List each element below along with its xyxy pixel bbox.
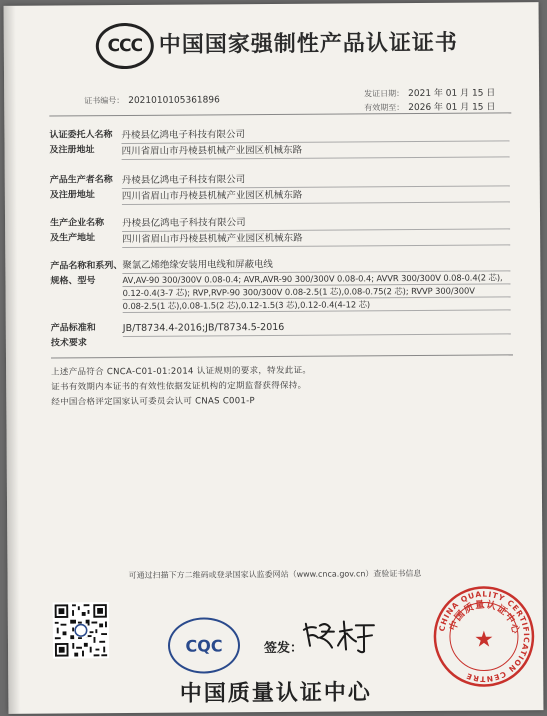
qr-code: [53, 602, 109, 658]
factory-name: 丹棱县亿鸿电子科技有限公司: [122, 213, 510, 232]
manufacturer-label: 产品生产者名称 及注册地址: [49, 175, 113, 201]
client-row: [49, 125, 509, 160]
notes-divider: [51, 354, 513, 358]
product-value: [122, 256, 510, 313]
product-row: [50, 256, 510, 321]
product-spec-line-1: AV,AV-90 300/300V 0.08-0.4; AVR,AVR-90 300/300V 0.08-0.4; AVVR 300/300V 0.08-0.4(2 芯),: [122, 271, 510, 287]
cqc-logo: CQC: [168, 617, 240, 674]
issuing-organization: 中国质量认证中心: [179, 680, 372, 707]
seal-inner-text: 中国质量认证中心: [447, 599, 522, 636]
factory-value: [122, 213, 510, 248]
seal-outer-text: CHINA QUALITY CERTIFICATION CENTRE: [437, 589, 532, 684]
expiry-date: [364, 99, 495, 113]
product-spec-line-2: 0.12-0.4(3-7 芯); RVP,RVP-90 300/300V 0.08-2.5(1 芯),0.08-0.75(2 芯); RVVP 300/300V: [123, 284, 511, 300]
issue-date-value: 2021 年 01 月 15 日: [408, 88, 496, 100]
factory-label: 生产企业名称 及生产地址: [50, 218, 105, 244]
official-seal: [432, 584, 537, 689]
factory-address: 四川省眉山市丹棱县机械产业园区机械东路: [122, 229, 510, 248]
note-line-3: 经中国合格评定国家认可委员会认可 CNAS C001-P: [51, 396, 256, 408]
cert-number-label: 证书编号：: [84, 96, 125, 106]
cert-number: [84, 94, 220, 106]
standard-text: JB/T8734.4-2016;JB/T8734.5-2016: [123, 318, 511, 337]
certificate-title: 中国国家强制性产品认证证书: [158, 30, 458, 58]
note-line-2: 证书有效期内本证书的有效性依据发证机构的定期监督获得保持。: [51, 380, 307, 393]
manufacturer-value: [122, 170, 510, 205]
expiry-date-value: 2026 年 01 月 15 日: [408, 102, 496, 114]
note-line-1: 上述产品符合 CNCA-C01-01:2014 认证规则的要求，特发此证。: [51, 365, 312, 378]
product-label: 产品名称和系列、 规格、型号: [50, 261, 123, 287]
verification-note: 可通过扫描下方二维码或登录国家认监委网站（www.cnca.gov.cn）查验证书信息: [128, 568, 422, 581]
issue-date-label: 发证日期：: [364, 89, 405, 99]
standard-label: 产品标准和 技术要求: [50, 323, 96, 349]
standard-row: [51, 318, 511, 353]
signature: [300, 615, 380, 656]
certificate-paper: [4, 2, 544, 714]
manufacturer-name: 丹棱县亿鸿电子科技有限公司: [122, 170, 510, 189]
product-spec-line-3: 0.08-2.5(1 芯),0.08-1.5(2 芯),0.12-1.5(3 芯),0.12-0.4(4-12 芯): [123, 297, 511, 313]
manufacturer-address: 四川省眉山市丹棱县机械产业园区机械东路: [122, 186, 510, 205]
client-address: 四川省眉山市丹棱县机械产业园区机械东路: [122, 141, 510, 160]
ccc-logo: CCC: [96, 23, 154, 69]
client-name: 丹棱县亿鸿电子科技有限公司: [121, 125, 509, 144]
certificate-header: [4, 20, 539, 70]
client-label: 认证委托人名称 及注册地址: [49, 130, 113, 156]
page-shadow: [4, 6, 21, 714]
manufacturer-row: [50, 170, 510, 205]
issue-date: [364, 85, 495, 99]
factory-row: [50, 213, 510, 248]
cert-number-value: 2021010105361896: [128, 95, 220, 107]
expiry-date-label: 有效期至：: [364, 103, 405, 113]
product-name: 聚氯乙烯绝缘安装用电线和屏蔽电线: [122, 256, 510, 274]
header-divider: [49, 112, 511, 116]
signature-label: 签发：: [263, 640, 304, 657]
seal-star-icon: ★: [474, 627, 494, 653]
client-value: [121, 125, 509, 160]
standard-value: [123, 318, 511, 337]
